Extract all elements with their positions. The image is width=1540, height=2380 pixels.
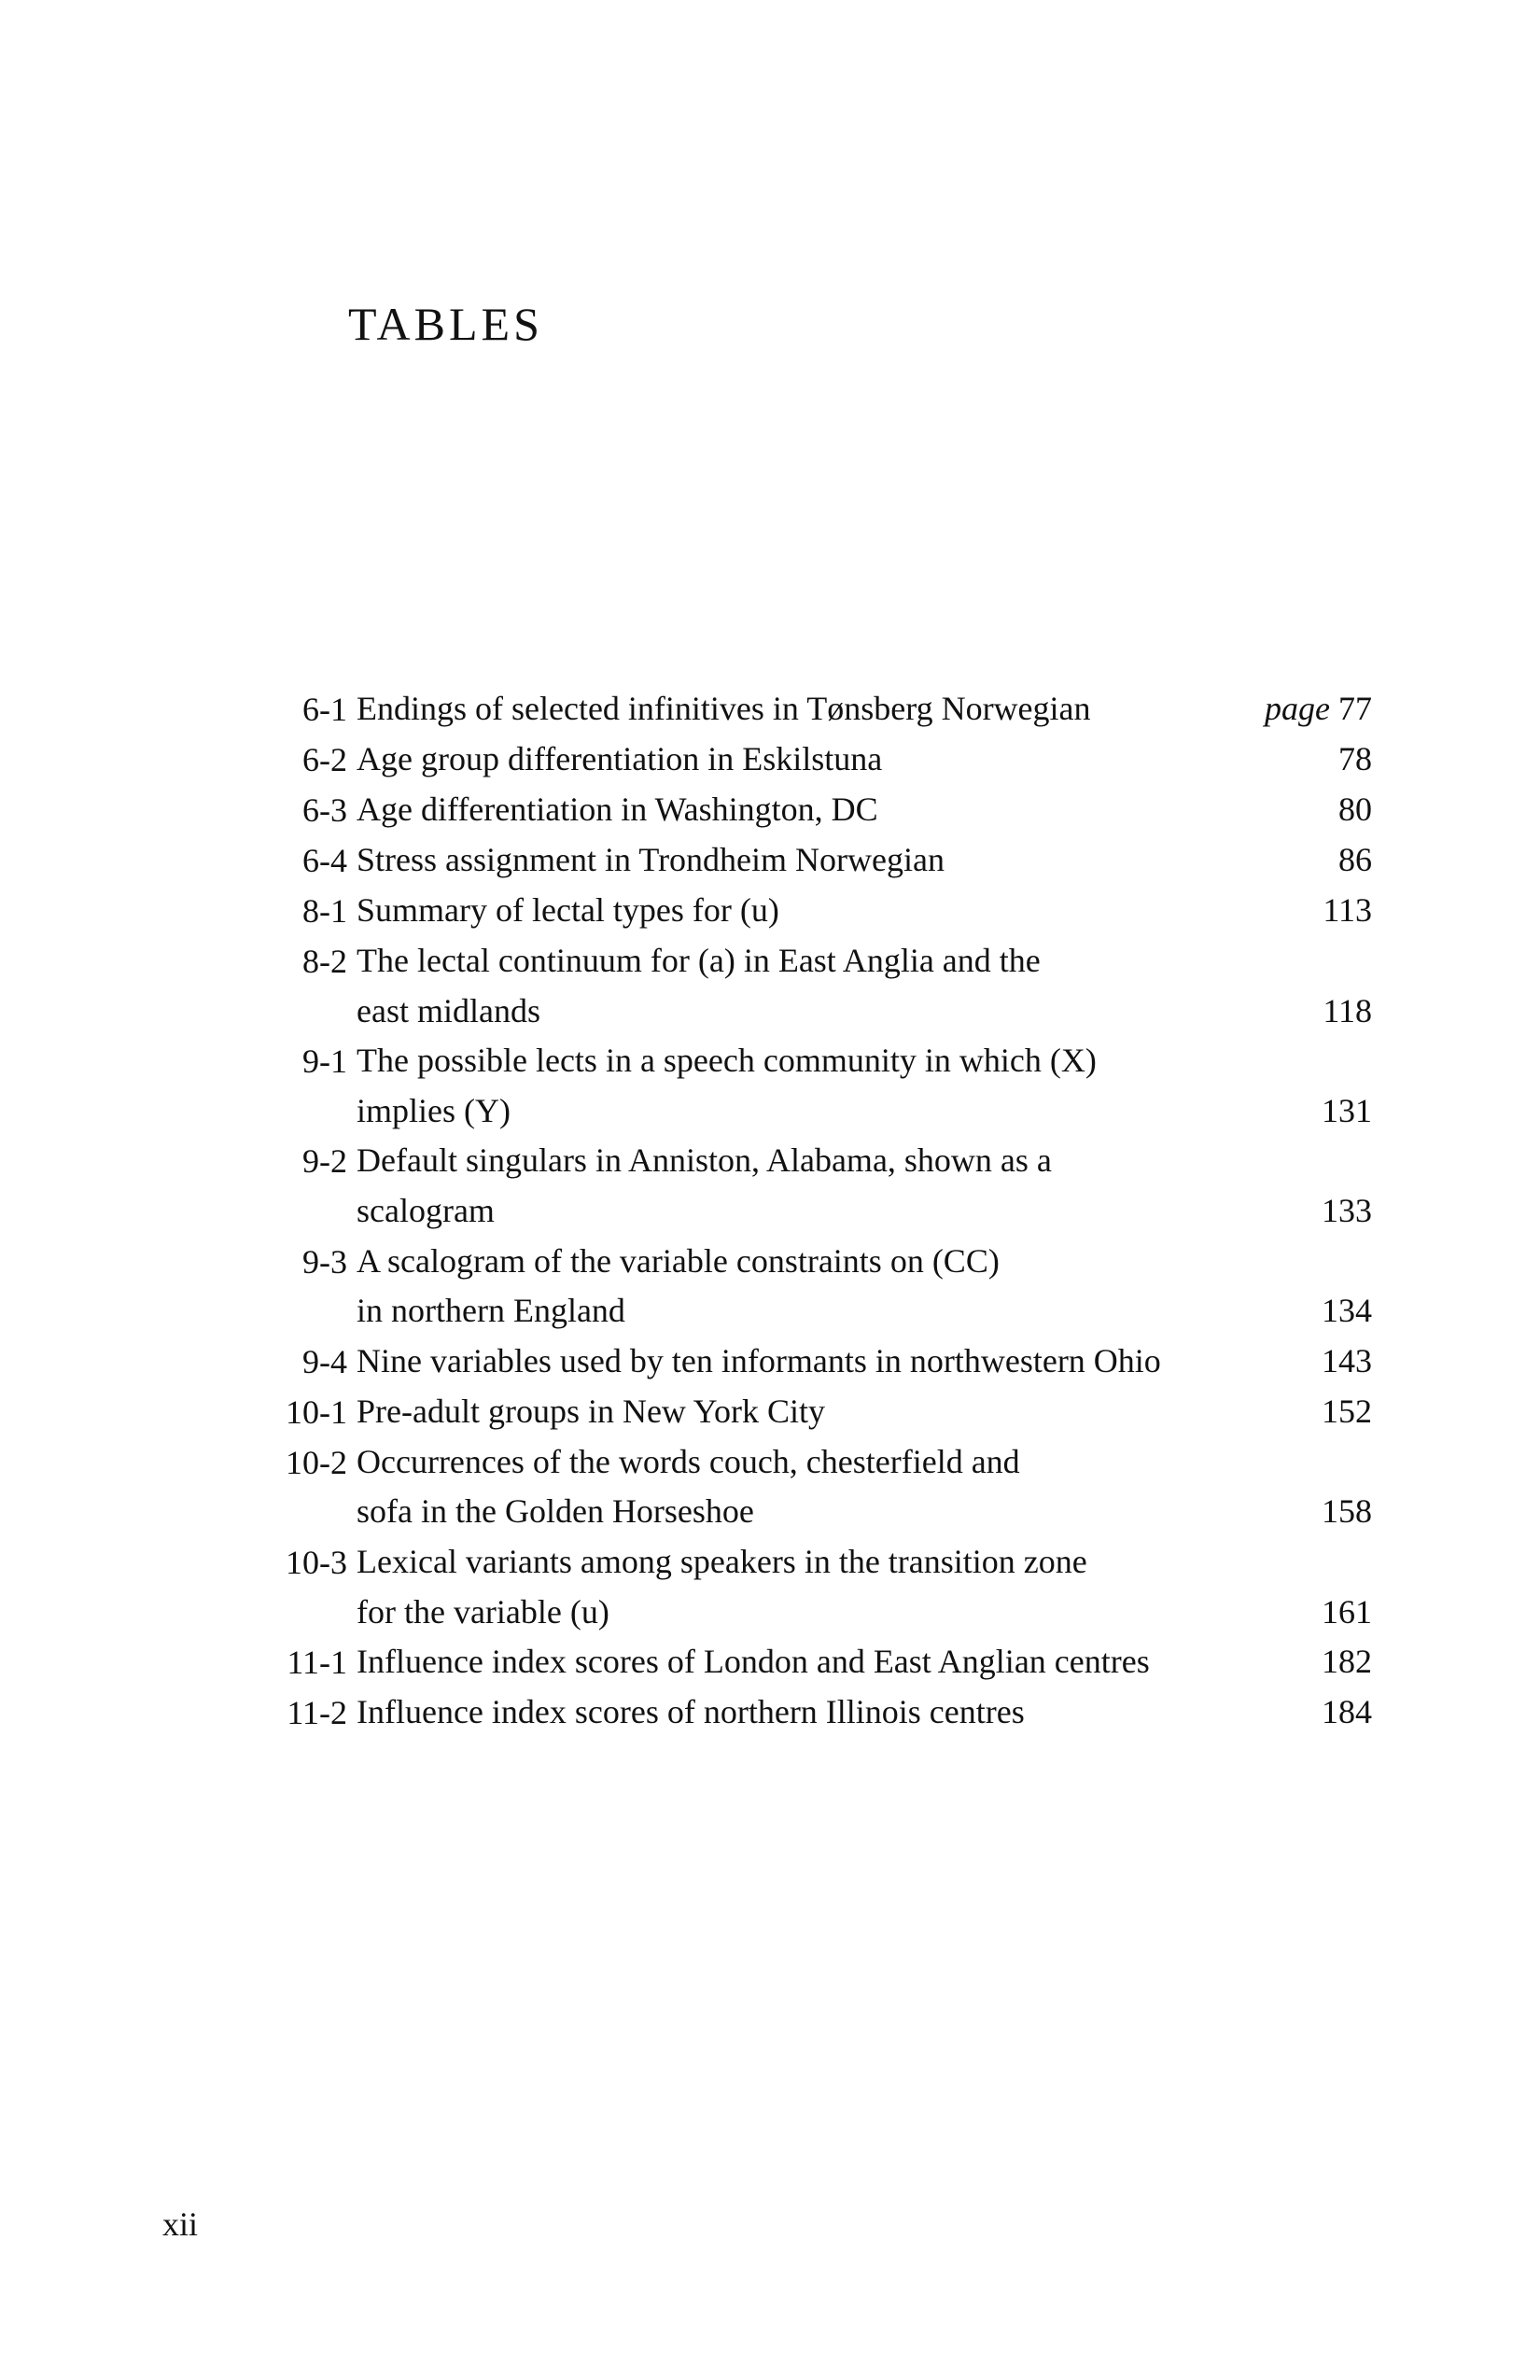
table-title: Age group differentiation in Eskilstuna (357, 740, 883, 777)
tables-list (233, 684, 1372, 1738)
table-title: Influence index scores of northern Illinois centres (357, 1693, 1025, 1731)
page-number: 184 (1322, 1693, 1372, 1731)
table-title: Nine variables used by ten informants in northwestern Ohio (357, 1341, 1161, 1379)
table-number: 10-1 (286, 1393, 347, 1431)
table-number: 6-1 (302, 691, 347, 728)
page-number: 182 (1322, 1643, 1372, 1681)
table-title: Default singulars in Anniston, Alabama, shown as a (357, 1141, 1052, 1180)
table-title-continued: scalogram (357, 1191, 495, 1229)
page-number: 80 (1338, 791, 1372, 828)
page-number: 161 (1322, 1592, 1372, 1631)
table-title: Endings of selected infinitives in Tønsberg Norwegian (357, 690, 1091, 727)
table-title: Age differentiation in Washington, DC (357, 791, 878, 828)
table-number: 10-2 (286, 1443, 347, 1481)
table-title-continued: in northern England (357, 1292, 625, 1330)
list-item (233, 936, 1372, 1036)
table-number: 8-1 (302, 892, 347, 930)
page-title: TABLES (348, 298, 543, 350)
table-number: 11-2 (287, 1694, 347, 1732)
page-number: 86 (1338, 841, 1372, 878)
page-number: 134 (1322, 1292, 1372, 1330)
list-item (233, 785, 1372, 835)
table-title: The lectal continuum for (a) in East Anglia and the (357, 942, 1041, 979)
table-title-continued: sofa in the Golden Horseshoe (357, 1492, 754, 1531)
page-number: 133 (1322, 1191, 1372, 1229)
list-item (233, 1136, 1372, 1236)
table-number: 8-2 (302, 943, 347, 980)
table-title: Influence index scores of London and East Anglian centres (357, 1643, 1150, 1681)
page-number: 152 (1322, 1392, 1372, 1430)
table-number: 11-1 (287, 1644, 347, 1682)
table-title: Occurrences of the words couch, chesterfield and (357, 1442, 1020, 1480)
table-number: 9-3 (302, 1242, 347, 1281)
page-number: 118 (1323, 991, 1372, 1029)
list-item (233, 684, 1372, 735)
table-number: 9-1 (302, 1043, 347, 1081)
table-title-continued: east midlands (357, 991, 540, 1029)
list-item (233, 1637, 1372, 1687)
list-item (233, 1337, 1372, 1387)
table-number: 6-3 (302, 791, 347, 829)
table-number: 6-4 (302, 842, 347, 879)
list-item (233, 1687, 1372, 1738)
page-number: 131 (1322, 1091, 1372, 1129)
table-number: 9-4 (302, 1342, 347, 1380)
table-title-continued: implies (Y) (357, 1091, 511, 1129)
page-number: page 77 (1265, 690, 1372, 727)
page-number: 143 (1322, 1341, 1372, 1379)
list-item (233, 1387, 1372, 1437)
table-title: Stress assignment in Trondheim Norwegian (357, 841, 945, 878)
table-number: 10-3 (286, 1543, 347, 1581)
table-title: The possible lects in a speech community in which (X) (357, 1042, 1097, 1080)
page-number: 158 (1322, 1492, 1372, 1531)
page-folio: xii (162, 2205, 199, 2243)
table-title: Lexical variants among speakers in the transition zone (357, 1542, 1087, 1580)
list-item (233, 1036, 1372, 1136)
table-title: A scalogram of the variable constraints on (CC) (357, 1241, 1000, 1280)
table-title-continued: for the variable (u) (357, 1592, 609, 1631)
list-item (233, 886, 1372, 936)
list-item (233, 735, 1372, 785)
list-item (233, 1237, 1372, 1337)
page-label: page (1265, 690, 1330, 727)
list-item (233, 835, 1372, 886)
table-number: 9-2 (302, 1142, 347, 1181)
table-title: Summary of lectal types for (u) (357, 891, 779, 929)
list-item (233, 1437, 1372, 1537)
page-number: 78 (1338, 740, 1372, 777)
page-number: 113 (1323, 891, 1372, 929)
table-title: Pre-adult groups in New York City (357, 1392, 825, 1430)
table-number: 6-2 (302, 741, 347, 778)
list-item (233, 1537, 1372, 1637)
